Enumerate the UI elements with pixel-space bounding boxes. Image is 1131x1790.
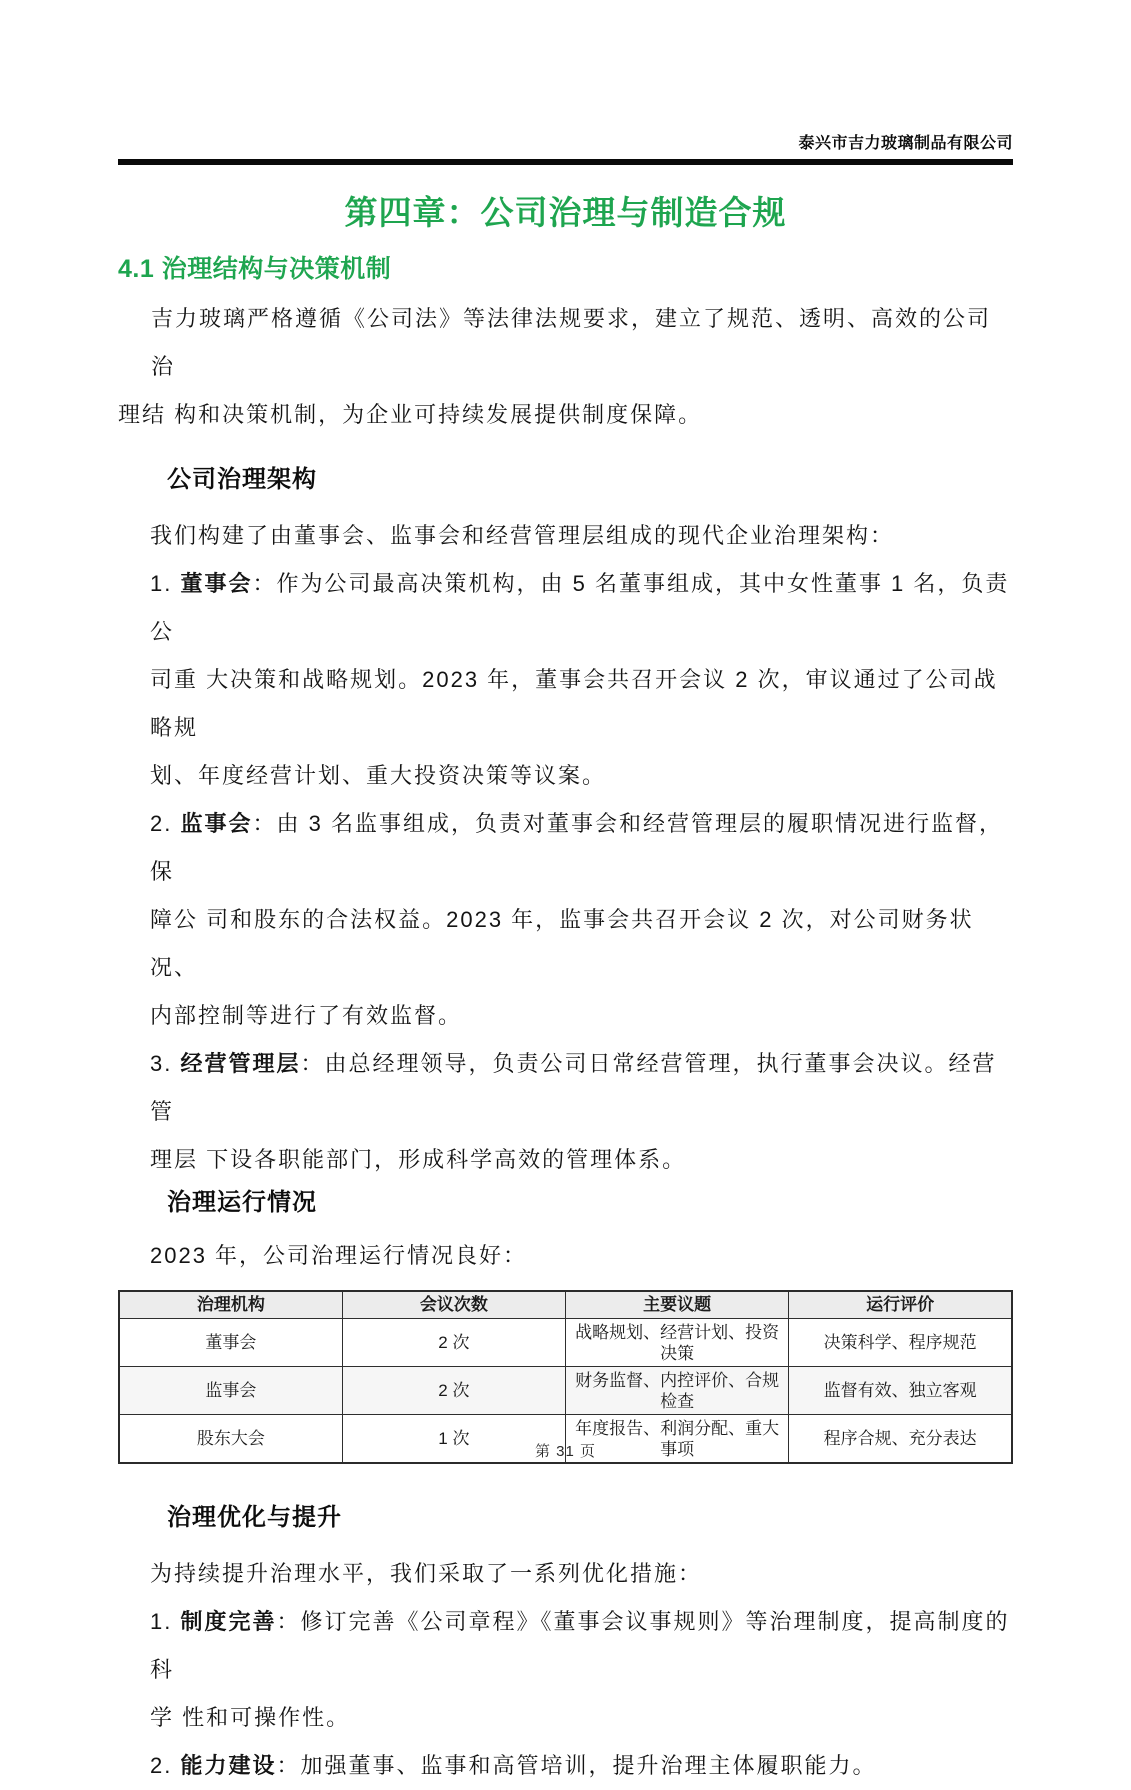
- governance-operation-intro: 2023 年，公司治理运行情况良好：: [150, 1243, 528, 1268]
- table-header-cell: 运行评价: [789, 1291, 1012, 1319]
- table-row: [119, 1367, 1012, 1415]
- list-item-line: 划、年度经营计划、重大投资决策等议案。: [150, 763, 607, 788]
- table-header-cell: 治理机构: [119, 1291, 342, 1319]
- list-item-number: 1.: [150, 571, 181, 596]
- list-item-text: ：作为公司最高决策机构，由 5 名董事组成，其中女性董事 1 名，负责公: [150, 571, 1010, 644]
- table-cell: 董事会: [119, 1319, 342, 1367]
- section-4-1-heading: 4.1 治理结构与决策机制: [118, 255, 392, 283]
- table-header-row: [119, 1291, 1012, 1319]
- table-cell: 财务监督、内控评价、合规检查: [566, 1367, 789, 1415]
- table-header-cell: 主要议题: [566, 1291, 789, 1319]
- list-item-text: ：由总经理领导，负责公司日常经营管理，执行董事会决议。经营管: [150, 1051, 997, 1124]
- table-header-cell: 会议次数: [342, 1291, 565, 1319]
- governance-improvement-heading: 治理优化与提升: [167, 1504, 342, 1531]
- table-cell: 程序合规、充分表达: [789, 1415, 1012, 1464]
- table-cell: 2 次: [342, 1367, 565, 1415]
- list-item: [150, 800, 1013, 1040]
- list-item-line: 司重 大决策和战略规划。2023 年，董事会共召开会议 2 次，审议通过了公司战略规: [150, 667, 998, 740]
- list-item: [150, 1742, 1013, 1790]
- list-item-line: 内部控制等进行了有效监督。: [150, 1003, 463, 1028]
- list-item-label: 制度完善: [180, 1609, 277, 1634]
- chapter-title: 第四章：公司治理与制造合规: [344, 194, 787, 231]
- table-cell: 2 次: [342, 1319, 565, 1367]
- list-item: [150, 1040, 1013, 1184]
- list-item-number: 2.: [150, 811, 181, 836]
- table-row: [119, 1319, 1012, 1367]
- company-name: 泰兴市吉力玻璃制品有限公司: [798, 135, 1013, 152]
- paragraph-line: 为持续提升治理水平，我们采取了一系列优化措施：: [150, 1561, 703, 1586]
- list-item-number: 1.: [150, 1609, 181, 1634]
- table-cell: 战略规划、经营计划、投资决策: [566, 1319, 789, 1367]
- table-cell: 1 次: [342, 1415, 565, 1464]
- list-item-line: [150, 1742, 1013, 1790]
- list-item-number: 3.: [150, 1051, 181, 1076]
- header-divider-rule: [118, 159, 1013, 165]
- list-item-line: [150, 560, 1013, 656]
- list-item-label: 监事会: [180, 811, 253, 836]
- page-footer: 第 31 页: [534, 1443, 597, 1460]
- document-header: [118, 0, 1013, 165]
- list-item: [150, 1598, 1013, 1742]
- governance-operation-heading: 治理运行情况: [167, 1189, 317, 1216]
- list-item-line: [150, 1598, 1013, 1694]
- paragraph-line: 我们构建了由董事会、监事会和经营管理层组成的现代企业治理架构：: [150, 523, 895, 548]
- list-item-text: ：由 3 名监事组成，负责对董事会和经营管理层的履职情况进行监督，保: [150, 811, 1003, 884]
- governance-structure-body: [118, 512, 1013, 1184]
- list-item-line: 障公 司和股东的合法权益。2023 年，监事会共召开会议 2 次，对公司财务状况、: [150, 907, 974, 980]
- table-cell: 决策科学、程序规范: [789, 1319, 1012, 1367]
- section-4-1-paragraph: [118, 295, 1013, 439]
- governance-operation-table: [118, 1290, 1013, 1464]
- table-cell: 监事会: [119, 1367, 342, 1415]
- list-item-text: ：修订完善《公司章程》《董事会议事规则》等治理制度，提高制度的科: [150, 1609, 1010, 1682]
- list-item-line: 理层 下设各职能部门，形成科学高效的管理体系。: [150, 1147, 687, 1172]
- list-item-label: 经营管理层: [180, 1051, 301, 1076]
- governance-improvement-body: [118, 1550, 1013, 1790]
- table-cell: 股东大会: [119, 1415, 342, 1464]
- list-item-text: ：加强董事、监事和高管培训，提升治理主体履职能力。: [276, 1753, 877, 1778]
- list-item-label: 董事会: [180, 571, 253, 596]
- table-cell: 监督有效、独立客观: [789, 1367, 1012, 1415]
- list-item-number: 2.: [150, 1753, 181, 1778]
- list-item-line: [150, 1040, 1013, 1136]
- list-item-label: 能力建设: [180, 1753, 277, 1778]
- list-item: [150, 560, 1013, 800]
- list-item-line: [150, 800, 1013, 896]
- governance-structure-heading: 公司治理架构: [167, 466, 317, 493]
- list-item-line: 学 性和可操作性。: [150, 1705, 351, 1730]
- paragraph-line: 理结 构和决策机制，为企业可持续发展提供制度保障。: [118, 402, 703, 427]
- paragraph-line: 吉力玻璃严格遵循《公司法》等法律法规要求，建立了规范、透明、高效的公司治: [151, 306, 992, 379]
- table-cell: 年度报告、利润分配、重大事项: [566, 1415, 789, 1464]
